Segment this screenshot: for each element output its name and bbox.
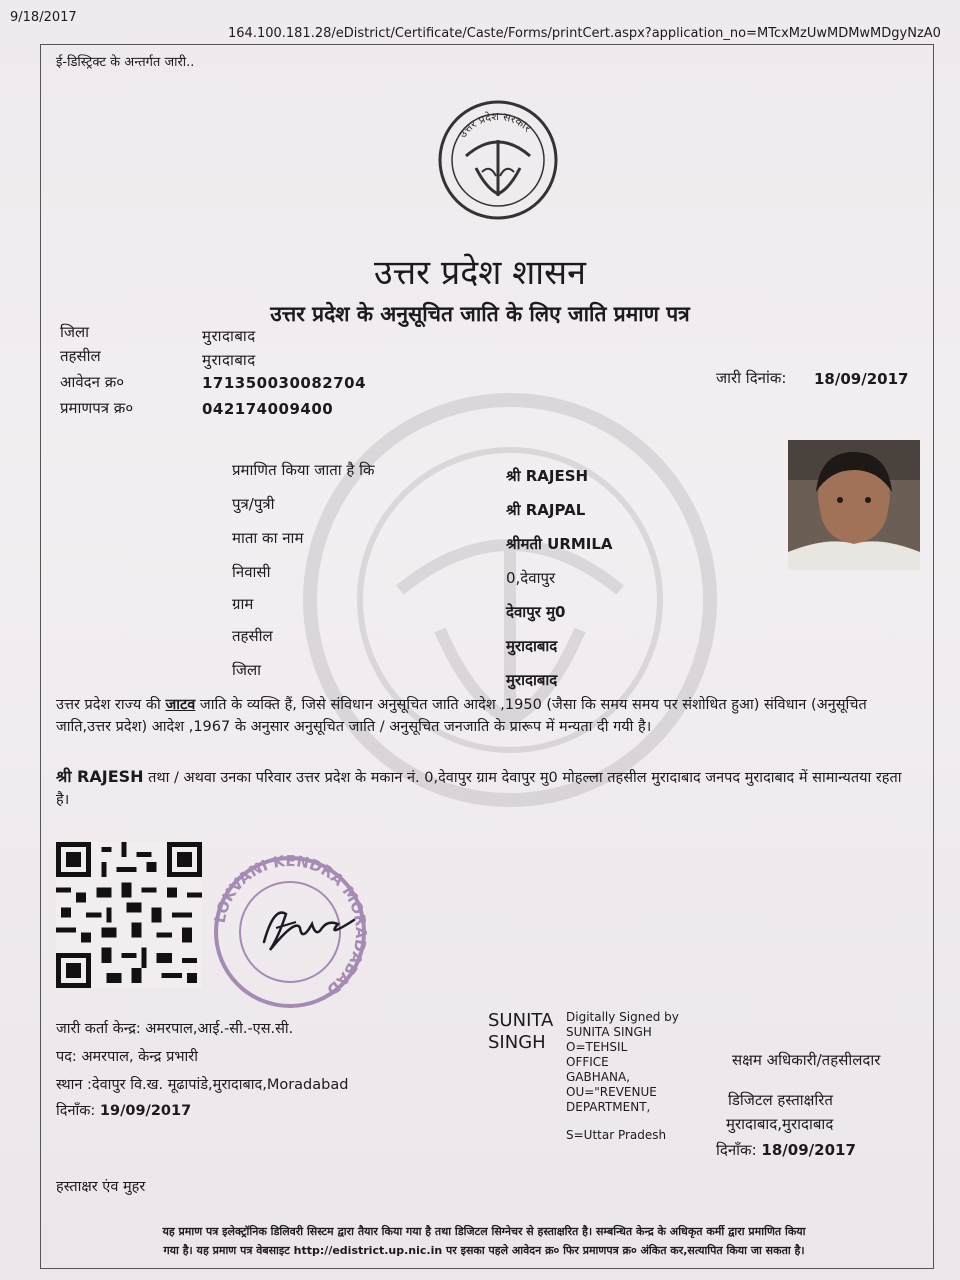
detail-value-resident: 0,देवापुर	[506, 569, 556, 587]
detail-label-village: ग्राम	[232, 595, 254, 613]
issuer-post	[56, 1046, 198, 1066]
certificate-number: 042174009400	[202, 400, 334, 418]
signature-state: S=Uttar Pradesh	[566, 1128, 667, 1142]
officer-title: सक्षम अधिकारी/तहसीलदार	[732, 1051, 881, 1069]
svg-text:उत्तर प्रदेश सरकार	[456, 110, 534, 140]
application-number: 171350030082704	[202, 374, 367, 392]
government-title: उत्तर प्रदेश शासन	[374, 253, 586, 293]
detail-value-mother-name: श्रीमती URMILA	[506, 535, 613, 553]
signature-and-seal-label: हस्ताक्षर एंव मुहर	[56, 1179, 146, 1195]
sig-line: OFFICE	[566, 1055, 609, 1069]
emblem-watermark-icon	[300, 390, 720, 810]
detail-label-mother-name: माता का नाम	[232, 529, 304, 547]
residence-paragraph	[56, 766, 912, 811]
certificate-footer-note	[56, 1222, 912, 1260]
issuing-center	[56, 1018, 293, 1038]
qr-code-icon	[56, 842, 202, 988]
handwritten-signature	[256, 898, 366, 958]
detail-label-district: जिला	[232, 661, 262, 679]
sig-line: DEPARTMENT,	[566, 1100, 651, 1114]
officer-date	[716, 1140, 856, 1160]
issuer-date-label: दिनाँक:	[56, 1103, 96, 1119]
sig-line: OU="REVENUE	[566, 1085, 657, 1099]
officer-place: मुरादाबाद,मुरादाबाद	[726, 1115, 834, 1133]
issuer-place	[56, 1074, 348, 1094]
uttar-pradesh-government-emblem-icon	[436, 98, 560, 222]
digital-signer-name	[488, 1010, 553, 1054]
detail-value-tehsil: मुरादाबाद	[506, 637, 558, 655]
para2-name: श्री RAJESH	[56, 767, 144, 786]
signer-name-line2: SINGH	[488, 1032, 546, 1053]
caste-declaration-paragraph	[56, 694, 912, 738]
para1-post: जाति के व्यक्ति हैं, जिसे संविधान अनुसूचित जाति आदेश ,1950 (जैसा कि समय समय पर संशोधित हुआ) संविधान (अनुसूचित जाति,उत्तर प्रदेश) आदेश ,1967 के अनुसार अनुसूचित जाति / अनुसूचित जनजाति के प्रारूप में मन्यता दी गयी है।	[56, 697, 867, 735]
tehsil-value: मुरादाबाद	[202, 351, 256, 369]
detail-label-certified: प्रमाणित किया जाता है कि	[232, 461, 375, 479]
issue-date-label: जारी दिनांक:	[716, 369, 787, 387]
tehsil-label: तहसील	[60, 347, 101, 365]
certificate-number-label: प्रमाणपत्र क्र०	[60, 399, 134, 417]
sig-line: GABHANA,	[566, 1070, 630, 1084]
issuing-center-label: जारी कर्ता केन्द्र:	[56, 1021, 141, 1037]
sig-line: Digitally Signed by	[566, 1010, 679, 1024]
issuer-place-label: स्थान :	[56, 1077, 92, 1093]
officer-date-label: दिनाँक:	[716, 1141, 757, 1159]
issue-date-value: 18/09/2017	[814, 370, 909, 388]
emblem-text: उत्तर प्रदेश सरकार	[456, 109, 534, 141]
sig-line: SUNITA SINGH	[566, 1025, 652, 1039]
detail-label-tehsil: तहसील	[232, 627, 273, 645]
para1-pre: उत्तर प्रदेश राज्य की	[56, 697, 166, 713]
detail-value-village: देवापुर मु0	[506, 603, 566, 621]
issuing-center-value: अमरपाल,आई.-सी.-एस.सी.	[145, 1021, 294, 1037]
detail-value-district: मुरादाबाद	[506, 671, 558, 689]
officer-date-value: 18/09/2017	[761, 1141, 856, 1159]
applicant-photo	[788, 440, 920, 570]
certificate-title: उत्तर प्रदेश के अनुसूचित जाति के लिए जाति प्रमाण पत्र	[270, 302, 690, 326]
digital-signature-details	[566, 1010, 679, 1115]
digitally-signed-label: डिजिटल हस्ताक्षरित	[728, 1091, 833, 1109]
detail-value-father-name: श्री RAJPAL	[506, 501, 586, 519]
footer-line-2: गया है। यह प्रमाण पत्र वेबसाइट http://edistrict.up.nic.in पर इसका पहले आवेदन क्र० फिर प्रमाणपत्र क्र० अंकित कर,सत्यापित किया जा सकता है।	[163, 1244, 805, 1257]
application-label: आवेदन क्र०	[60, 373, 125, 391]
issued-under-note: ई-डिस्ट्रिक्ट के अन्तर्गत जारी..	[56, 55, 195, 70]
sig-line: O=TEHSIL	[566, 1040, 628, 1054]
issuer-place-value: देवापुर वि.ख. मूढापांडे,मुरादाबाद,Moradabad	[91, 1077, 349, 1093]
detail-value-applicant-name: श्री RAJESH	[506, 467, 589, 485]
print-date: 9/18/2017	[10, 10, 77, 25]
footer-line-1: यह प्रमाण पत्र इलेक्ट्रॉनिक डिलिवरी सिस्टम द्वारा तैयार किया गया है तथा डिजिटल सिग्नेचर से हस्ताक्षरित है। सम्बन्धित केन्द्र के अधिकृत कर्मी द्वारा प्रमाणित किया	[162, 1225, 806, 1238]
district-value: मुरादाबाद	[202, 327, 256, 345]
issuer-post-label: पद:	[56, 1049, 77, 1065]
issuer-date-value: 19/09/2017	[99, 1103, 192, 1119]
para2-text: तथा / अथवा उनका परिवार उत्तर प्रदेश के मकान नं. 0,देवापुर ग्राम देवापुर मु0 मोहल्ला तहसील मुरादाबाद जनपद मुरादाबाद में सामान्यतया रहता है।	[56, 770, 902, 808]
stamp-text: LOKVANI KENDRA MORADABAD	[210, 852, 370, 999]
signer-name-line1: SUNITA	[488, 1010, 554, 1031]
detail-label-son-daughter: पुत्र/पुत्री	[232, 495, 275, 513]
caste-name: जाटव	[165, 697, 196, 713]
print-url: 164.100.181.28/eDistrict/Certificate/Caste/Forms/printCert.aspx?application_no=MTcxMzUwMDMwMDgyNzA0	[228, 26, 941, 41]
detail-label-resident: निवासी	[232, 563, 271, 581]
issuer-post-value: अमरपाल, केन्द्र प्रभारी	[81, 1049, 198, 1065]
issuer-date	[56, 1100, 191, 1120]
district-label: जिला	[60, 323, 90, 341]
